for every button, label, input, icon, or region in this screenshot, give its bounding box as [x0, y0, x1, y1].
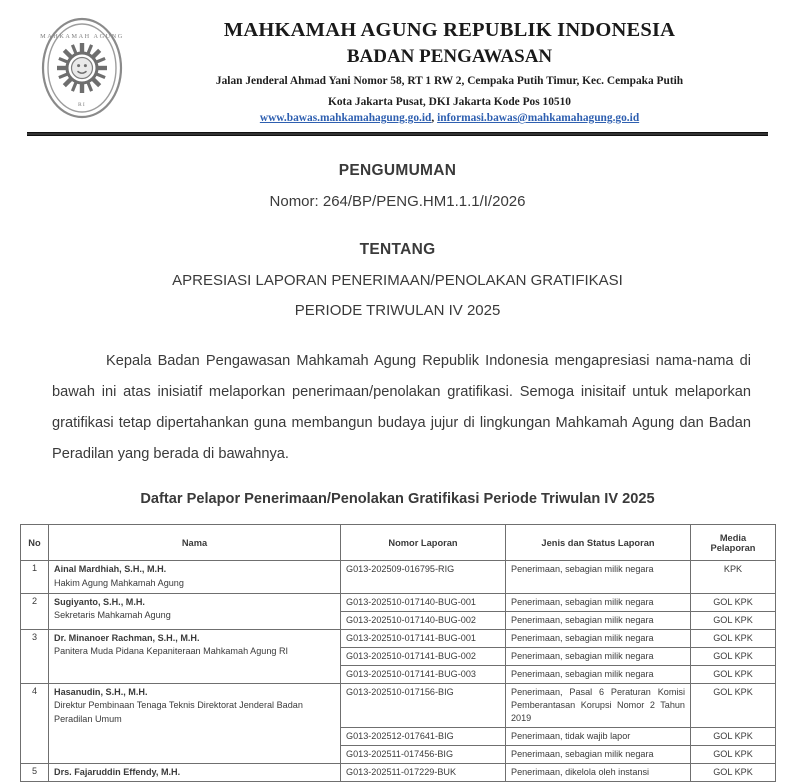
announcement-heading: PENGUMUMAN	[338, 162, 457, 180]
column-header-nama: Nama	[49, 525, 341, 561]
column-header-jenis-status: Jenis dan Status Laporan	[506, 525, 691, 561]
header-divider	[27, 132, 768, 136]
table-row	[21, 683, 776, 727]
website-link[interactable]: www.bawas.mahkamahagung.go.id	[259, 112, 432, 125]
report-table	[20, 524, 776, 782]
cell-jenis-status: Penerimaan, sebagian milik negara	[506, 629, 691, 647]
organization-name-line2: BADAN PENGAWASAN	[346, 45, 553, 67]
subject-line-2: PERIODE TRIWULAN IV 2025	[294, 302, 501, 320]
person-name: Dr. Minanoer Rachman, S.H., M.H.	[54, 632, 200, 643]
cell-media-pelaporan: GOL KPK	[691, 629, 776, 647]
cell-jenis-status: Penerimaan, sebagian milik negara	[506, 647, 691, 665]
cell-jenis-status: Penerimaan, dikelola oleh instansi	[506, 763, 691, 782]
column-header-nomor-laporan: Nomor Laporan	[341, 525, 506, 561]
person-name: Sugiyanto, S.H., M.H.	[54, 596, 145, 607]
person-position: Hakim Agung Mahkamah Agung	[54, 578, 184, 589]
cell-jenis-status: Penerimaan, sebagian milik negara	[506, 745, 691, 763]
cell-nama	[49, 561, 341, 593]
cell-nomor-laporan: G013-202511-017229-BUK	[341, 763, 506, 782]
cell-nomor-laporan: G013-202510-017140-BUG-002	[341, 611, 506, 629]
media-header-line1: Media	[719, 532, 747, 543]
address-line-1: Jalan Jenderal Ahmad Yani Nomor 58, RT 1 RW 2, Cempaka Putih Timur, Kec. Cempaka Putih	[215, 75, 684, 88]
cell-no: 4	[21, 683, 49, 763]
cell-no: 5	[21, 763, 49, 782]
cell-no: 2	[21, 593, 49, 629]
letterhead-text	[134, 10, 765, 126]
address-line-2: Kota Jakarta Pusat, DKI Jakarta Kode Pos 10510	[328, 95, 571, 108]
contact-line	[134, 111, 765, 126]
cell-jenis-status: Penerimaan, sebagian milik negara	[506, 561, 691, 593]
table-caption: Daftar Pelapor Penerimaan/Penolakan Gratifikasi Periode Triwulan IV 2025	[140, 491, 655, 508]
cell-nomor-laporan: G013-202509-016795-RIG	[341, 561, 506, 593]
column-header-no: No	[21, 525, 49, 561]
person-position: Direktur Pembinaan Tenaga Teknis Direktorat Jenderal Badan Peradilan Umum	[54, 700, 303, 724]
table-row	[21, 629, 776, 647]
cell-no: 3	[21, 629, 49, 683]
cell-nama	[49, 683, 341, 763]
column-header-media-pelaporan	[691, 525, 776, 561]
about-heading: TENTANG	[359, 241, 436, 259]
cell-nomor-laporan: G013-202510-017141-BUG-001	[341, 629, 506, 647]
cell-media-pelaporan: GOL KPK	[691, 763, 776, 782]
media-header-line2: Pelaporan	[710, 542, 756, 553]
person-name: Ainal Mardhiah, S.H., M.H.	[54, 564, 167, 575]
logo-container	[30, 10, 134, 120]
cell-jenis-status: Penerimaan, sebagian milik negara	[506, 611, 691, 629]
letterhead	[0, 0, 795, 126]
person-name: Drs. Fajaruddin Effendy, M.H.	[54, 766, 181, 777]
cell-nomor-laporan: G013-202510-017156-BIG	[341, 683, 506, 727]
cell-media-pelaporan: GOL KPK	[691, 611, 776, 629]
cell-nama	[49, 763, 341, 782]
person-name: Hasanudin, S.H., M.H.	[54, 686, 148, 697]
cell-media-pelaporan: GOL KPK	[691, 683, 776, 727]
table-header-row	[21, 525, 776, 561]
cell-nama	[49, 593, 341, 629]
cell-media-pelaporan: GOL KPK	[691, 745, 776, 763]
svg-text:MAHKAMAH AGUNG: MAHKAMAH AGUNG	[40, 33, 124, 40]
table-header	[21, 525, 776, 561]
email-link[interactable]: informasi.bawas@mahkamahagung.go.id	[437, 112, 640, 125]
svg-text:RI: RI	[78, 102, 86, 108]
cell-jenis-status: Penerimaan, Pasal 6 Peraturan Komisi Pemberantasan Korupsi Nomor 2 Tahun 2019	[506, 683, 691, 727]
report-table-container	[20, 524, 775, 782]
title-block	[0, 162, 795, 319]
table-row	[21, 763, 776, 782]
contact-separator: ,	[431, 112, 438, 125]
cell-media-pelaporan: GOL KPK	[691, 665, 776, 683]
table-body	[21, 561, 776, 782]
cell-nomor-laporan: G013-202510-017141-BUG-003	[341, 665, 506, 683]
table-row	[21, 561, 776, 593]
body-paragraph: Kepala Badan Pengawasan Mahkamah Agung Republik Indonesia mengapresiasi nama-nama di bawah ini atas inisiatif melaporkan penerimaan/penolakan gratifikasi. Semoga inisitaif untuk melaporkan gratifikasi tetap dipertahankan guna membangun budaya jujur di lingkungan Mahkamah Agung dan Badan Peradilan yang berada di bawahnya.	[52, 353, 751, 463]
cell-media-pelaporan: KPK	[691, 561, 776, 593]
mahkamah-agung-emblem-icon	[40, 16, 124, 120]
document-number: Nomor: 264/BP/PENG.HM1.1.1/I/2026	[269, 193, 526, 211]
cell-nomor-laporan: G013-202511-017456-BIG	[341, 745, 506, 763]
table-row	[21, 593, 776, 611]
cell-nama	[49, 629, 341, 683]
cell-nomor-laporan: G013-202512-017641-BIG	[341, 727, 506, 745]
cell-nomor-laporan: G013-202510-017140-BUG-001	[341, 593, 506, 611]
organization-name-line1: MAHKAMAH AGUNG REPUBLIK INDONESIA	[223, 19, 676, 41]
cell-jenis-status: Penerimaan, sebagian milik negara	[506, 593, 691, 611]
person-position: Panitera Muda Pidana Kepaniteraan Mahkamah Agung RI	[54, 646, 289, 657]
cell-jenis-status: Penerimaan, tidak wajib lapor	[506, 727, 691, 745]
cell-jenis-status: Penerimaan, sebagian milik negara	[506, 665, 691, 683]
cell-media-pelaporan: GOL KPK	[691, 593, 776, 611]
cell-media-pelaporan: GOL KPK	[691, 647, 776, 665]
cell-media-pelaporan: GOL KPK	[691, 727, 776, 745]
person-position: Sekretaris Mahkamah Agung	[54, 610, 171, 621]
cell-no: 1	[21, 561, 49, 593]
cell-nomor-laporan: G013-202510-017141-BUG-002	[341, 647, 506, 665]
subject-line-1: APRESIASI LAPORAN PENERIMAAN/PENOLAKAN GRATIFIKASI	[172, 272, 623, 290]
